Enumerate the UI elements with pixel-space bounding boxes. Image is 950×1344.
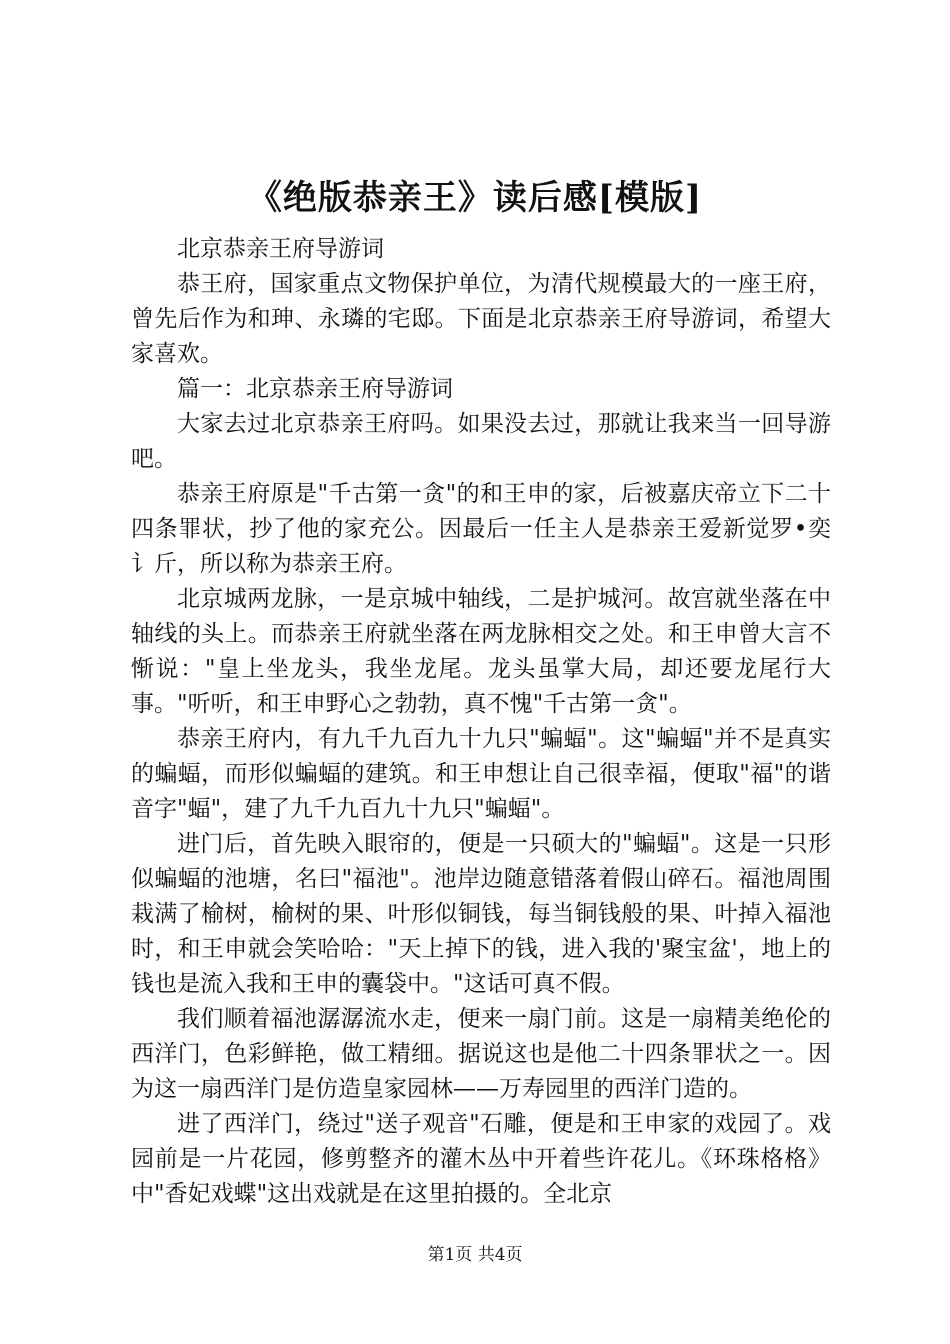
document-body	[131, 232, 831, 1212]
paragraph-6: 北京城两龙脉，一是京城中轴线，二是护城河。故宫就坐落在中轴线的头上。而恭亲王府就坐落在两龙脉相交之处。和王申曾大言不惭说："皇上坐龙头，我坐龙尾。龙头虽掌大局，却还要龙尾行大事。"听听，和王申野心之勃勃，真不愧"千古第一贪"。	[131, 586, 831, 717]
paragraph-1: 北京恭亲王府导游词	[177, 236, 384, 262]
paragraph-5: 恭亲王府原是"千古第一贪"的和王申的家，后被嘉庆帝立下二十四条罪状，抄了他的家充公。因最后一任主人是恭亲王爱新觉罗•奕讠斤，所以称为恭亲王府。	[131, 481, 831, 577]
paragraph-8: 进门后，首先映入眼帘的，便是一只硕大的"蝙蝠"。这是一只形似蝙蝠的池塘，名曰"福池"。池岸边随意错落着假山碎石。福池周围栽满了榆树，榆树的果、叶形似铜钱，每当铜钱般的果、叶掉入福池时，和王申就会笑哈哈："天上掉下的钱，进入我的'聚宝盆'，地上的钱也是流入我和王申的囊袋中。"这话可真不假。	[131, 831, 831, 997]
paragraph-2: 恭王府，国家重点文物保护单位，为清代规模最大的一座王府，曾先后作为和珅、永璘的宅邸。下面是北京恭亲王府导游词，希望大家喜欢。	[131, 271, 831, 367]
paragraph-7: 恭亲王府内，有九千九百九十九只"蝙蝠"。这"蝙蝠"并不是真实的蝙蝠，而形似蝙蝠的建筑。和王申想让自己很幸福，便取"福"的谐音字"蝠"，建了九千九百九十九只"蝙蝠"。	[131, 726, 831, 822]
paragraph-10: 进了西洋门，绕过"送子观音"石雕，便是和王申家的戏园了。戏园前是一片花园，修剪整齐的灌木丛中开着些许花儿。《环珠格格》中"香妃戏蝶"这出戏就是在这里拍摄的。全北京	[131, 1111, 831, 1207]
paragraph-4: 大家去过北京恭亲王府吗。如果没去过，那就让我来当一回导游吧。	[131, 411, 831, 472]
paragraph-9: 我们顺着福池潺潺流水走，便来一扇门前。这是一扇精美绝伦的西洋门，色彩鲜艳，做工精细。据说这也是他二十四条罪状之一。因为这一扇西洋门是仿造皇家园林——万寿园里的西洋门造的。	[131, 1006, 831, 1102]
page-number-footer: 第1页 共4页	[427, 1245, 523, 1265]
document-title: 《绝版恭亲王》读后感[模版]	[247, 178, 703, 218]
paragraph-3: 篇一：北京恭亲王府导游词	[177, 376, 453, 402]
